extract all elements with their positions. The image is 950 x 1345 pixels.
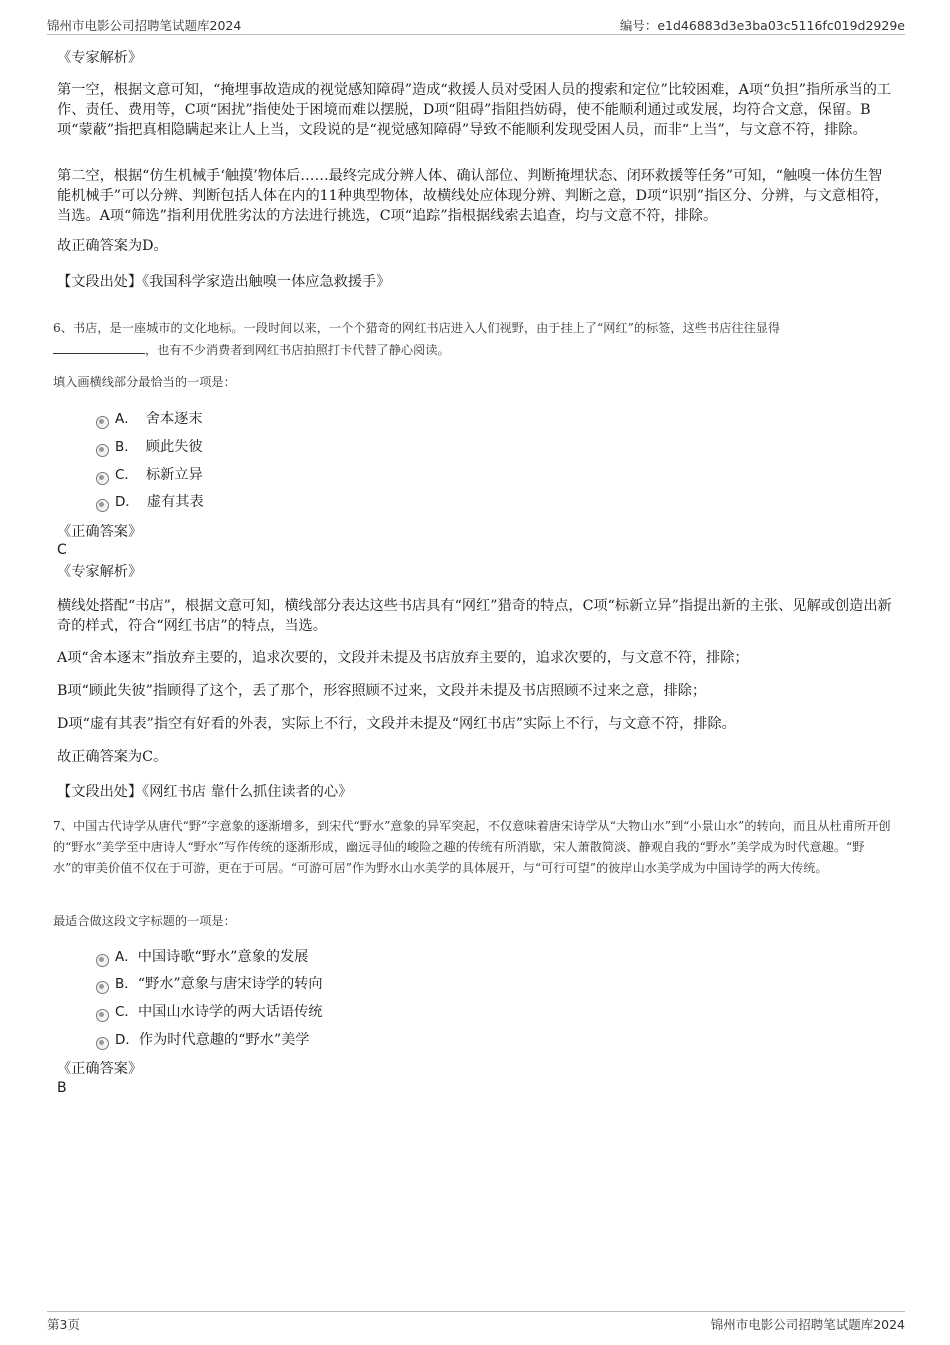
header-title: 锦州市电影公司招聘笔试题库2024 — [47, 18, 242, 33]
q6-option-d[interactable] — [96, 491, 204, 513]
q7-option-a[interactable] — [96, 946, 308, 968]
q6-analysis-paragraph-2: A项“舍本逐末”指放弃主要的，追求次要的，文段并未提及书店放弃主要的，追求次要的，与文意不符，排除； — [57, 650, 749, 666]
q6-option-a[interactable] — [96, 408, 203, 430]
q5-conclusion: 故正确答案为D。 — [57, 238, 168, 254]
q6-blank — [53, 339, 145, 354]
q6-conclusion: 故正确答案为C。 — [57, 749, 168, 765]
page-header — [47, 14, 905, 35]
option-letter: C． — [115, 1004, 138, 1020]
option-text: “野水”意象与唐宋诗学的转向 — [137, 976, 323, 992]
option-letter: A． — [115, 949, 138, 965]
header-code: 编号：e1d46883d3e3ba03c5116fc019d2929e — [619, 18, 905, 33]
option-letter: D． — [115, 494, 139, 510]
q5-source — [57, 272, 895, 292]
q7-prompt: 最适合做这段文字标题的一项是： — [53, 914, 236, 928]
page-footer — [47, 1311, 905, 1332]
q6-source — [57, 782, 895, 802]
q6-analysis-paragraph-1: 横线处搭配“书店”，根据文意可知，横线部分表达这些书店具有“网红”猎奇的特点，C项“标新立异”指提出新的主张、见解或创造出新奇的样式，符合“网红书店”的特点，当选。 — [57, 598, 892, 634]
option-text: 标新立异 — [145, 467, 203, 483]
source-prefix: 【文段出处】 — [57, 274, 143, 290]
radio-icon[interactable] — [96, 1009, 109, 1022]
option-text: 中国诗歌“野水”意象的发展 — [137, 949, 309, 965]
footer-title: 锦州市电影公司招聘笔试题库2024 — [710, 1317, 905, 1332]
q6-analysis-paragraph-3: B项“顾此失彼”指顾得了这个，丢了那个，形容照顾不过来，文段并未提及书店照顾不过来之意，排除； — [57, 683, 707, 699]
q7-answer: B — [57, 1080, 67, 1096]
q6-source-title: 《网红书店 靠什么抓住读者的心》 — [142, 784, 353, 800]
radio-icon[interactable] — [96, 444, 109, 457]
q7-stem: 7、中国古代诗学从唐代“野”字意象的逐渐增多，到宋代“野水”意象的异军突起，不仅意味着唐宋诗学从“大物山水”到“小景山水”的转向，而且从杜甫所开创的“野水”美学至中唐诗人“野水”写作传统的逐渐形成，幽远寻仙的峻险之趣的传统有所消歇，宋人萧散简淡、静观自我的“野水”美学成为时代意趣。“野水”的审美价值不仅在于可游，更在于可居。“可游可居”作为野水山水美学的具体展开，与“可行可望”的彼岸山水美学成为中国诗学的两大传统。 — [53, 819, 891, 875]
radio-icon[interactable] — [96, 1037, 109, 1050]
q5-analysis-paragraph-1: 第一空，根据文意可知，“掩埋事故造成的视觉感知障碍”造成“救援人员对受困人员的搜索和定位”比较困难，A项“负担”指所承当的工作、责任、费用等，C项“困扰”指使处于困境而难以摆脱，D项“阻碍”指阻挡妨碍，使不能顺利通过或发展，均符合文意，保留。B项“蒙蔽”指把真相隐瞒起来让人上当，文段说的是“视觉感知障碍”导致不能顺利发现受困人员，而非“上当”，与文意不符，排除。 — [57, 82, 892, 138]
q6-prompt: 填入画横线部分最恰当的一项是： — [53, 375, 236, 389]
q6-option-b[interactable] — [96, 436, 203, 458]
correct-answer-label: 《正确答案》 — [57, 1061, 143, 1077]
q7-option-b[interactable] — [96, 973, 323, 995]
radio-icon[interactable] — [96, 472, 109, 485]
option-text: 作为时代意趣的“野水”美学 — [138, 1032, 310, 1048]
option-letter: B． — [115, 439, 138, 455]
expert-analysis-label: 《专家解析》 — [57, 50, 143, 66]
radio-icon[interactable] — [96, 981, 109, 994]
page-number: 第3页 — [47, 1317, 80, 1332]
q7-option-c[interactable] — [96, 1001, 322, 1023]
option-text: 中国山水诗学的两大话语传统 — [137, 1004, 323, 1020]
q6-stem — [53, 318, 895, 361]
option-letter: C． — [115, 467, 138, 483]
q6-stem-part-a: 6、书店，是一座城市的文化地标。一段时间以来，一个个猎奇的网红书店进入人们视野，由于挂上了“网红”的标签，这些书店往往显得 — [53, 321, 781, 335]
q6-stem-part-b: ，也有不少消费者到网红书店拍照打卡代替了静心阅读。 — [145, 343, 450, 357]
q5-source-title: 《我国科学家造出触嗅一体应急救援手》 — [142, 274, 391, 290]
option-text: 舍本逐末 — [145, 411, 203, 427]
q6-answer: C — [57, 542, 67, 558]
option-letter: D． — [115, 1032, 139, 1048]
option-text: 虚有其表 — [146, 494, 204, 510]
q6-analysis-paragraph-4: D项“虚有其表”指空有好看的外表，实际上不行，文段并未提及“网红书店”实际上不行，与文意不符，排除。 — [57, 716, 736, 732]
radio-icon[interactable] — [96, 954, 109, 967]
radio-icon[interactable] — [96, 499, 109, 512]
option-letter: B． — [115, 976, 138, 992]
source-prefix: 【文段出处】 — [57, 784, 143, 800]
q7-option-d[interactable] — [96, 1029, 309, 1051]
radio-icon[interactable] — [96, 416, 109, 429]
q6-option-c[interactable] — [96, 464, 203, 486]
option-text: 顾此失彼 — [145, 439, 203, 455]
correct-answer-label: 《正确答案》 — [57, 524, 143, 540]
q5-analysis-paragraph-2: 第二空，根据“仿生机械手‘触摸’物体后……最终完成分辨人体、确认部位、判断掩埋状态、闭环救援等任务”可知，“触嗅一体仿生智能机械手”可以分辨、判断包括人体在内的11种典型物体，故横线处应体现分辨、判断之意，D项“识别”指区分、分辨，与文意相符，当选。A项“筛选”指利用优胜劣汰的方法进行挑选，C项“追踪”指根据线索去追查，均与文意不符，排除。 — [57, 168, 889, 224]
expert-analysis-label: 《专家解析》 — [57, 564, 143, 580]
option-letter: A． — [115, 411, 138, 427]
